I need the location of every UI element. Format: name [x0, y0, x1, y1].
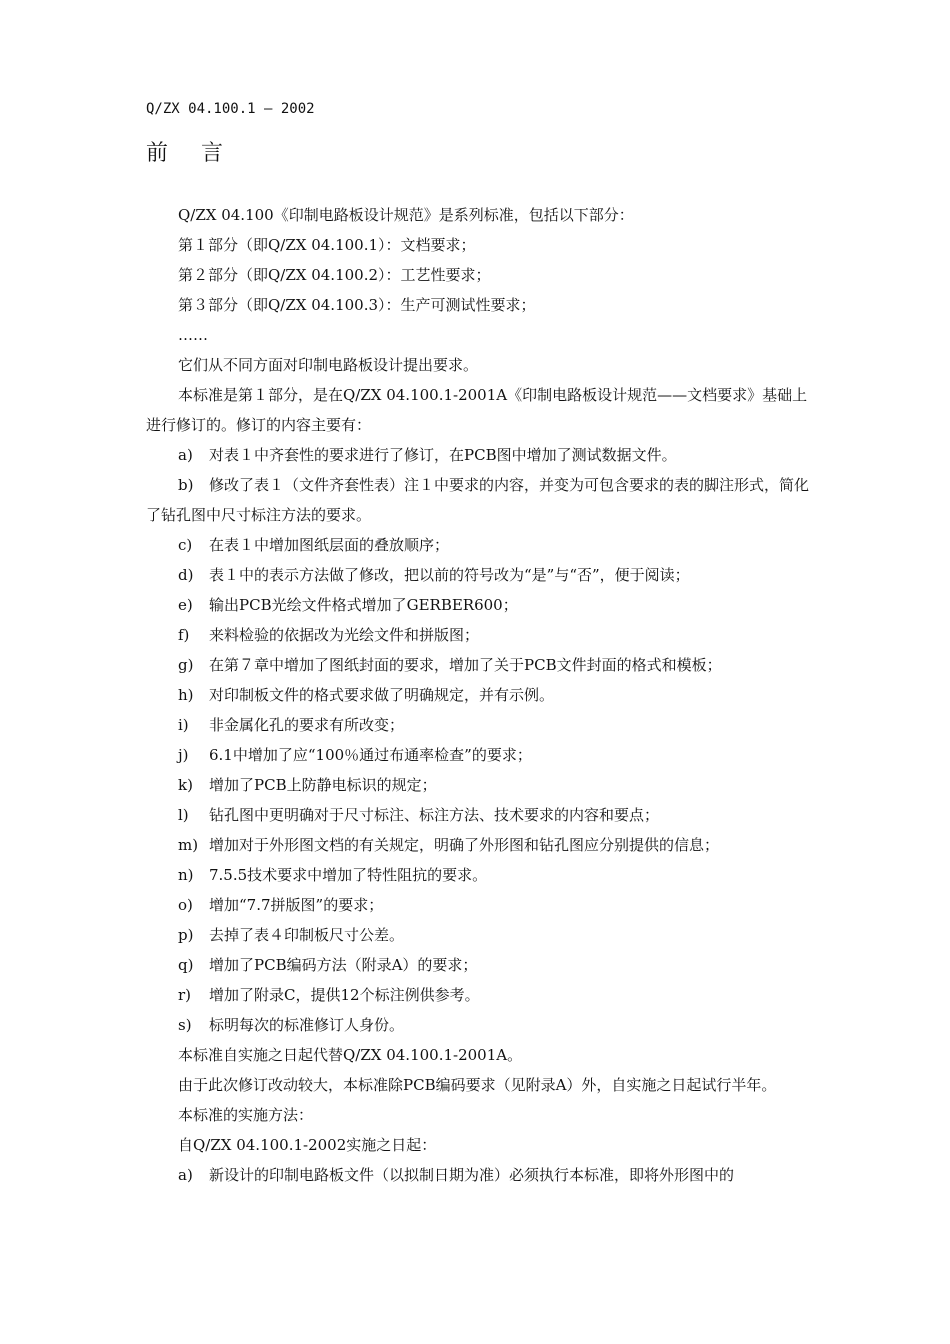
item-text: 对印制板文件的格式要求做了明确规定，并有示例。 [209, 686, 555, 704]
item-text: 修改了表１（文件齐套性表）注１中要求的内容，并变为可包含要求的表的脚注形式，简化了钻孔图中尺寸标注方法的要求。 [146, 476, 810, 524]
change-item [146, 680, 811, 710]
closing-paragraph: 本标准的实施方法： [178, 1106, 314, 1124]
item-text: 增加对于外形图文档的有关规定，明确了外形图和钻孔图应分别提供的信息； [209, 836, 720, 854]
intro-paragraph: 它们从不同方面对印制电路板设计提出要求。 [178, 356, 479, 374]
document-body [146, 200, 811, 1190]
change-item [146, 560, 811, 590]
item-text: 对表１中齐套性的要求进行了修订，在PCB图中增加了测试数据文件。 [209, 446, 677, 464]
change-item [146, 470, 811, 530]
item-text: 标明每次的标准修订人身份。 [209, 1016, 405, 1034]
item-text: 6.1中增加了应“100％通过布通率检查”的要求； [209, 746, 532, 764]
page-title: 前 言 [146, 141, 224, 166]
item-mark: c) [178, 536, 193, 554]
change-item [146, 530, 811, 560]
change-item [146, 710, 811, 740]
item-mark: r) [178, 986, 192, 1004]
closing-paragraph: 由于此次修订改动较大，本标准除PCB编码要求（见附录A）外，自实施之日起试行半年。 [178, 1076, 777, 1094]
change-item [146, 770, 811, 800]
item-text: 非金属化孔的要求有所改变； [209, 716, 405, 734]
item-mark: a) [178, 1166, 193, 1184]
item-text: 新设计的印制电路板文件（以拟制日期为准）必须执行本标准，即将外形图中的 [209, 1166, 735, 1184]
intro-paragraph: 本标准是第１部分，是在Q/ZX 04.100.1-2001A《印制电路板设计规范——文档要求》基础上进行修订的。修订的内容主要有： [146, 386, 808, 434]
change-item [146, 1010, 811, 1040]
item-text: 增加了附录C，提供12个标注例供参考。 [209, 986, 480, 1004]
intro-ellipsis: …… [178, 326, 208, 344]
item-text: 来料检验的依据改为光绘文件和拼版图； [209, 626, 480, 644]
intro-paragraph: 第３部分（即Q/ZX 04.100.3）：生产可测试性要求； [178, 296, 536, 314]
item-text: 增加了PCB上防静电标识的规定； [209, 776, 437, 794]
item-text: 钻孔图中更明确对于尺寸标注、标注方法、技术要求的内容和要点； [209, 806, 660, 824]
change-item [146, 650, 811, 680]
change-item [146, 830, 811, 860]
item-mark: d) [178, 566, 194, 584]
closing-paragraph: 自Q/ZX 04.100.1-2002实施之日起： [178, 1136, 437, 1154]
item-mark: l) [178, 806, 189, 824]
item-mark: b) [178, 476, 194, 494]
item-text: 增加“7.7拼版图”的要求； [209, 896, 384, 914]
item-mark: a) [178, 446, 193, 464]
item-mark: o) [178, 896, 193, 914]
change-item [146, 740, 811, 770]
item-text: 7.5.5技术要求中增加了特性阻抗的要求。 [209, 866, 488, 884]
item-text: 输出PCB光绘文件格式增加了GERBER600； [209, 596, 518, 614]
intro-paragraph: Q/ZX 04.100《印制电路板设计规范》是系列标准，包括以下部分： [178, 206, 634, 224]
item-text: 在第７章中增加了图纸封面的要求，增加了关于PCB文件封面的格式和模板； [209, 656, 722, 674]
change-item [146, 920, 811, 950]
intro-paragraph: 第２部分（即Q/ZX 04.100.2）：工艺性要求； [178, 266, 491, 284]
document-code: Q/ZX 04.100.1 – 2002 [146, 101, 315, 117]
implementation-item [146, 1160, 811, 1190]
item-mark: e) [178, 596, 193, 614]
change-item [146, 980, 811, 1010]
item-mark: i) [178, 716, 189, 734]
change-item [146, 860, 811, 890]
intro-paragraph: 第１部分（即Q/ZX 04.100.1）：文档要求； [178, 236, 476, 254]
change-item [146, 890, 811, 920]
item-text: 表１中的表示方法做了修改，把以前的符号改为“是”与“否”，便于阅读； [209, 566, 690, 584]
change-item [146, 620, 811, 650]
change-item [146, 950, 811, 980]
item-mark: m) [178, 836, 199, 854]
item-mark: f) [178, 626, 190, 644]
change-item [146, 800, 811, 830]
item-mark: j) [178, 746, 189, 764]
closing-paragraph: 本标准自实施之日起代替Q/ZX 04.100.1-2001A。 [178, 1046, 523, 1064]
item-mark: h) [178, 686, 194, 704]
item-mark: k) [178, 776, 193, 794]
item-mark: q) [178, 956, 194, 974]
item-text: 在表１中增加图纸层面的叠放顺序； [209, 536, 450, 554]
item-mark: n) [178, 866, 194, 884]
item-text: 去掉了表４印制板尺寸公差。 [209, 926, 405, 944]
change-item [146, 590, 811, 620]
item-mark: s) [178, 1016, 192, 1034]
item-mark: p) [178, 926, 194, 944]
item-mark: g) [178, 656, 194, 674]
change-item [146, 440, 811, 470]
item-text: 增加了PCB编码方法（附录A）的要求； [209, 956, 478, 974]
